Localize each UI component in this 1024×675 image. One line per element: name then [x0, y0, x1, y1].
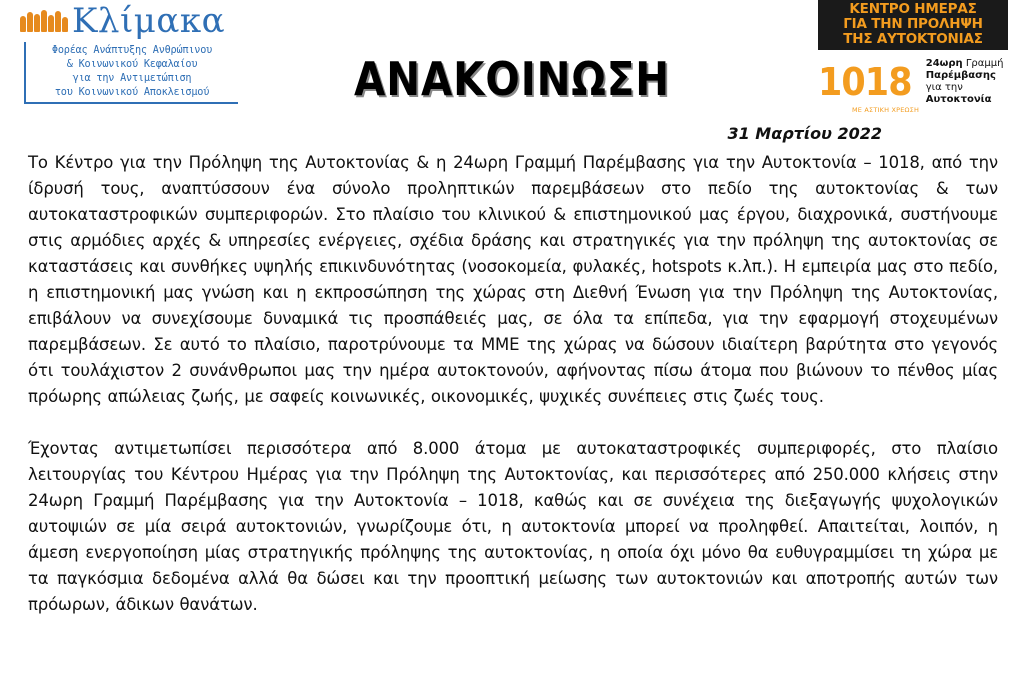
- hotline-text-bold: 24ωρη: [925, 58, 963, 69]
- announcement-body: [28, 150, 998, 618]
- people-group-icon: [20, 10, 68, 32]
- logo-subtitle-line: για την Αντιμετώπιση: [72, 73, 192, 84]
- center-name-line: ΓΙΑ ΤΗΝ ΠΡΟΛΗΨΗ: [843, 16, 983, 32]
- hotline-description: [926, 58, 1008, 106]
- page-title: ΑΝΑΚΟΙΝΩΣΗ: [353, 52, 671, 106]
- suicide-prevention-center-logo: [818, 0, 1008, 114]
- hotline-text: για την: [925, 82, 963, 93]
- center-name-box: [818, 0, 1008, 50]
- logo-name: Κλίμακα: [72, 1, 226, 41]
- hotline-block: [818, 58, 1008, 106]
- body-paragraph: Έχοντας αντιμετωπίσει περισσότερα από 8.000 άτομα με αυτοκαταστροφικές συμπεριφορές, στο πλαίσιο λειτουργίας του Κέντρου Ημέρας για την Πρόληψη της Αυτοκτονίας, και περισσότερες από 250.000 κλήσεις στην 24ωρη Γραμμή Παρέμβασης για την Αυτοκτονία – 1018, καθώς και σε συνέχεια της διεξαγωγής ψυχολογικών αυτοψιών σε μία σειρά αυτοκτονιών, γνωρίζουμε ότι, η αυτοκτονία μπορεί να προληφθεί. Απαιτείται, λοιπόν, η άμεση ενεργοποίηση μίας στρατηγικής πρόληψης της αυτοκτονίας, η οποία όχι μόνο θα ευθυγραμμίσει τη χώρα με τα παγκόσμια δεδομένα αλλά θα δώσει και την προοπτική μείωσης των αυτοκτονιών και αποτροπής αυτών των πρόωρων, άδικων θανάτων.: [28, 439, 998, 614]
- hotline-text: Γραμμή: [962, 58, 1004, 69]
- announcement-date: 31 Μαρτίου 2022: [727, 124, 882, 143]
- body-paragraph: Το Κέντρο για την Πρόληψη της Αυτοκτονίας & η 24ωρη Γραμμή Παρέμβασης για την Αυτοκτονία – 1018, από την ίδρυσή τους, αναπτύσσουν ένα σύνολο προληπτικών παρεμβάσεων στο πεδίο της αυτοκτονίας & των αυτοκαταστροφικών συμπεριφορών. Στο πλαίσιο του κλινικού & επιστημονικού μας έργου, διαχρονικά, συστήνουμε στις αρμόδιες αρχές & υπηρεσίες ενέργειες, σχέδια δράσης και στρατηγικές για την πρόληψη της αυτοκτονίας σε καταστάσεις και συνθήκες υψηλής επικινδυνότητας (νοσοκομεία, φυλακές, hotspots κ.λπ.). Η εμπειρία μας στο πεδίο, η επιστημονική μας γνώση και η εκπροσώπηση της χώρας στη Διεθνή Ένωση για την Πρόληψη της Αυτοκτονίας, επιβάλουν να συνεχίσουμε δυναμικά τις προσπάθειές μας, σε όλα τα επίπεδα, για την εφαρμογή στοχευμένων παρεμβάσεων. Σε αυτό το πλαίσιο, παροτρύνουμε τα ΜΜΕ της χώρας να δώσουν ιδιαίτερη βαρύτητα στο γεγονός ότι τουλάχιστον 2 συνάνθρωποι μας την ημέρα αυτοκτονούν, αφήνοντας πίσω άτομα που βιώνουν το πένθος μίας πρόωρης απώλειας ζωής, με σαφείς κοινωνικές, οικονομικές, ψυχικές συνέπειες στις ζωές τους.: [28, 153, 998, 406]
- center-name-line: ΚΕΝΤΡΟ ΗΜΕΡΑΣ: [849, 1, 977, 17]
- anonymity-note: ΜΕ ΑΣΤΙΚΗ ΧΡΕΩΣΗ: [852, 106, 920, 114]
- hotline-number: 1018: [818, 60, 912, 104]
- hotline-text-bold: Αυτοκτονία: [925, 94, 992, 105]
- hotline-text-bold: Παρέμβασης: [925, 70, 996, 81]
- logo-subtitle-line: & Κοινωνικού Κεφαλαίου: [66, 59, 198, 70]
- logo-subtitle-line: Φορέας Ανάπτυξης Ανθρώπινου: [51, 45, 213, 56]
- logo-subtitle-line: του Κοινωνικού Αποκλεισμού: [54, 87, 210, 98]
- center-name-line: ΤΗΣ ΑΥΤΟΚΤΟΝΙΑΣ: [843, 31, 983, 47]
